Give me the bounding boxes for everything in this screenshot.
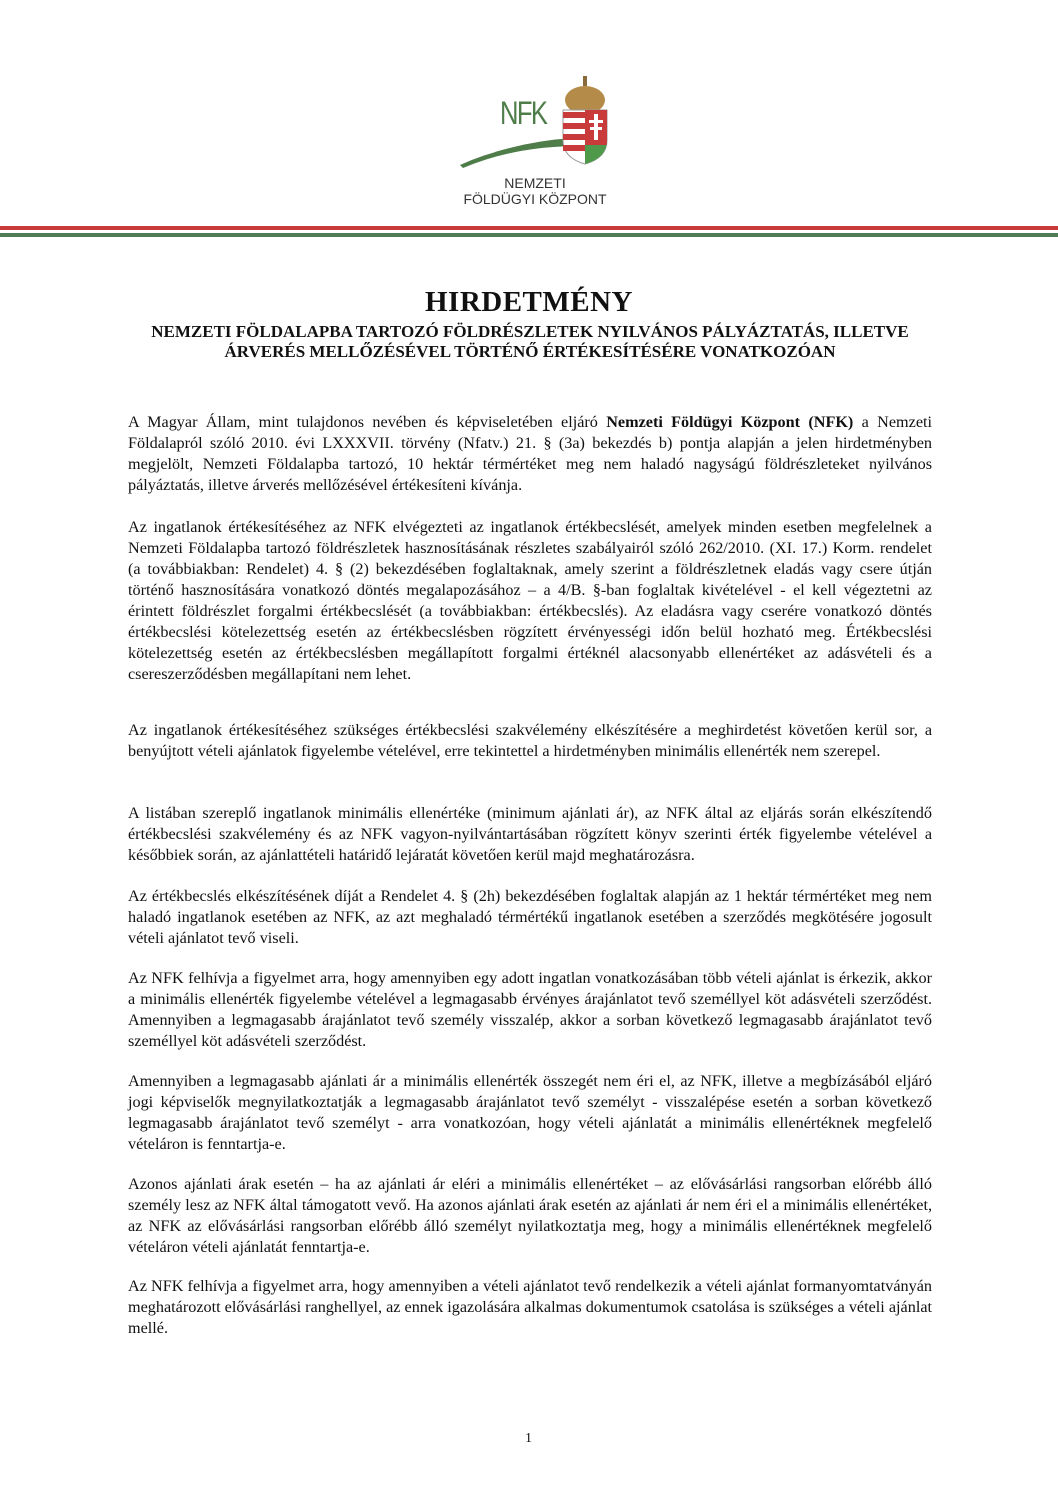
paragraph-5: Az értékbecslés elkészítésének díját a Rendelet 4. § (2h) bekezdésében foglaltak alapján az 1 hektár térmértéket meg nem haladó ingatlanok esetében az NFK, az azt meghaladó térmértékű ingatlanok esetében a szerződés megkötésére jogosult vételi ajánlatot tevő viseli. <box>128 887 932 947</box>
paragraph-7: Amennyiben a legmagasabb ajánlati ár a minimális ellenérték összegét nem éri el, az NFK, illetve a megbízásából eljáró jogi képviselők megnyilatkoztatják a legmagasabb árajánlatot tevő személyt - visszalépése esetén a sorban következő legmagasabb árajánlatot tevő személyt - arra vonatkozóan, hogy vételi ajánlatát a minimális ellenértéknek megfelelő vételáron is fenntartja-e. <box>128 1072 932 1153</box>
paragraph-9: Az NFK felhívja a figyelmet arra, hogy amennyiben a vételi ajánlatot tevő rendelkezik a vételi ajánlat formanyomtatványán meghatározott elővásárlási ranghellyel, az ennek igazolására alkalmas dokumentumok csatolása is szükséges a vételi ajánlat mellé. <box>128 1277 932 1337</box>
page-number: 1 <box>525 1431 532 1446</box>
logo-text-line2: FÖLDÜGYI KÖZPONT <box>463 191 607 207</box>
paragraph-1 <box>128 412 932 496</box>
header-rule-green <box>0 233 1058 237</box>
logo-text-line1: NEMZETI <box>504 175 566 191</box>
document-subtitle <box>120 322 940 362</box>
paragraph-8: Azonos ajánlati árak esetén – ha az ajánlati ár eléri a minimális ellenértéket – az elővásárlási rangsorban előrébb álló személy lesz az NFK által támogatott vevő. Ha azonos ajánlati árak esetén az ajánlati ár nem éri el a minimális ellenértéket, az NFK az elővásárlási rangsorban előrébb álló személyt nyilatkoztatja meg, hogy a minimális ellenértéknek megfelelő vételáron vételi ajánlatát fenntartja-e. <box>128 1175 932 1256</box>
subtitle-line-1: NEMZETI FÖLDALAPBA TARTOZÓ FÖLDRÉSZLETEK NYILVÁNOS PÁLYÁZTATÁS, ILLETVE <box>151 322 909 341</box>
paragraph-4: A listában szereplő ingatlanok minimális ellenértéke (minimum ajánlati ár), az NFK által az eljárás során elkészítendő értékbecslési szakvélemény és az NFK vagyon-nyilvántartásában rögzített könyv szerinti érték figyelembe vételével a későbbiek során, az ajánlattételi határidő lejáratát követően kerül majd meghatározásra. <box>128 804 932 864</box>
p1-text-end: a Nemzeti Földalapról szóló 2010. évi LXXXVII. törvény (Nfatv.) 21. § (3a) bekezdés b) pontja alapján a jelen hirdetményben megjelölt, Nemzeti Földalapba tartozó, 10 hektár térmértéket meg nem haladó nagyságú földrészleteket nyilvános pályáztatás, illetve árverés mellőzésével értékesíteni kívánja. <box>128 413 932 494</box>
paragraph-6: Az NFK felhívja a figyelmet arra, hogy amennyiben egy adott ingatlan vonatkozásában több vételi ajánlat is érkezik, akkor a minimális ellenérték figyelembe vételével a legmagasabb érvényes árajánlatot tevő személlyel köt adásvételi szerződést. Amennyiben a legmagasabb árajánlatot tevő személy visszalép, akkor a sorban következő legmagasabb árajánlatot tevő személlyel köt adásvételi szerződést. <box>128 969 932 1050</box>
paragraph-2: Az ingatlanok értékesítéséhez az NFK elvégezteti az ingatlanok értékbecslését, amelyek minden esetben megfelelnek a Nemzeti Földalapba tartozó földrészletek hasznosításának részletes szabályairól szóló 262/2010. (XI. 17.) Korm. rendelet (a továbbiakban: Rendelet) 4. § (2) bekezdésében foglaltaknak, amely szerint a földrészletnek eladás vagy csere útján történő hasznosítására vonatkozó döntés megalapozásához – a 4/B. §-ban foglaltak kivételével - el kell végeztetni az érintett földrészlet forgalmi értékbecslését (a továbbiakban: értékbecslés). Az eladásra vagy cserére vonatkozó döntés értékbecslési kötelezettség esetén az értékbecslésben rögzített érvényességi időn belül hozható meg. Értékbecslési kötelezettség esetén az értékbecslésben megállapított forgalmi értéknél alacsonyabb ellenértéket az adásvételi és a csereszerződésben megállapítani nem lehet. <box>128 518 932 683</box>
paragraph-3: Az ingatlanok értékesítéséhez szükséges értékbecslési szakvélemény elkészítésére a meghirdetést követően kerül sor, a benyújtott vételi ajánlatok figyelembe vételével, erre tekintettel a hirdetményben minimális ellenérték nem szerepel. <box>128 721 932 760</box>
header-rule-red <box>0 226 1058 230</box>
document-title: HIRDETMÉNY <box>424 286 633 318</box>
p1-organization-name: Nemzeti Földügyi Központ (NFK) <box>606 413 854 431</box>
subtitle-line-2: ÁRVERÉS MELLŐZÉSÉVEL TÖRTÉNŐ ÉRTÉKESÍTÉSÉRE VONATKOZÓAN <box>224 342 836 361</box>
nfk-logo <box>455 70 615 215</box>
logo-mark: NFK <box>500 95 547 131</box>
p1-text-start: A Magyar Állam, mint tulajdonos nevében és képviseletében eljáró <box>128 413 607 431</box>
